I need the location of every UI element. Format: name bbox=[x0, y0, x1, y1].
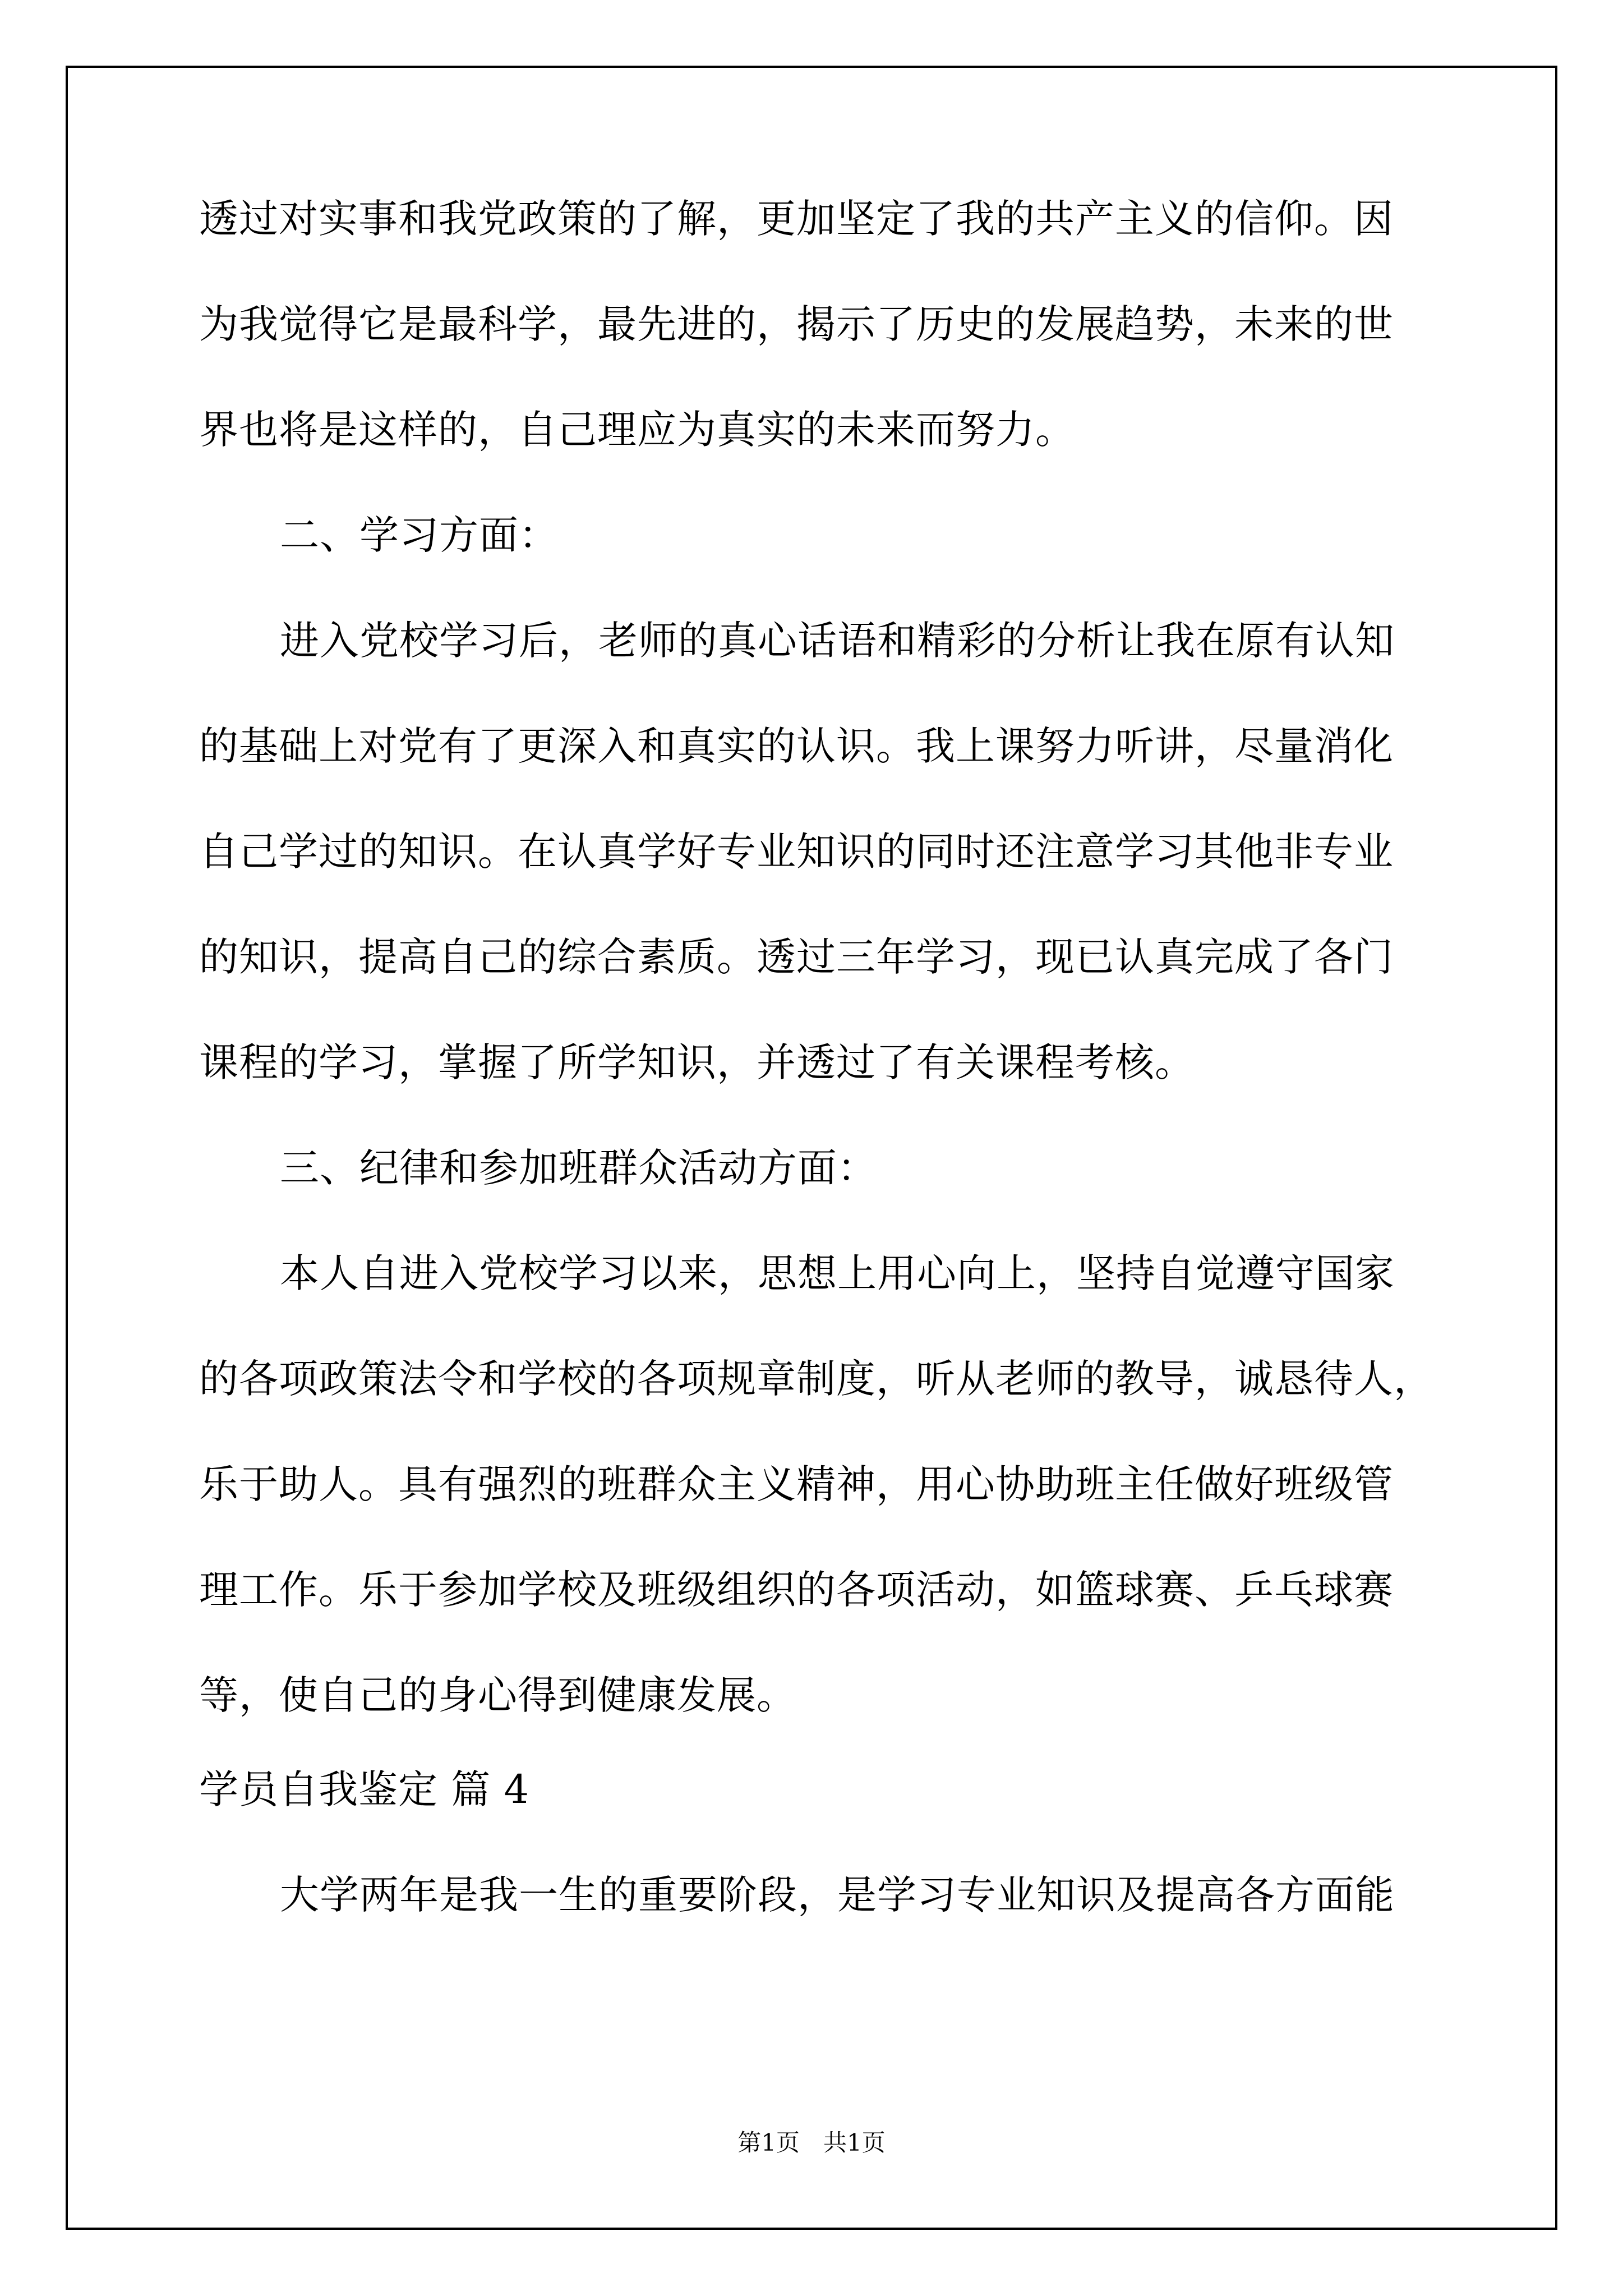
text-line: 课程的学习，掌握了所学知识，并透过了有关课程考核。 bbox=[199, 1039, 1195, 1085]
text-line: 乐于助人。具有强烈的班群众主义精神，用心协助班主任做好班级管 bbox=[199, 1461, 1394, 1507]
text-line: 的各项政策法令和学校的各项规章制度，听从老师的教导，诚恳待人， bbox=[199, 1356, 1433, 1402]
text-line: 透过对实事和我党政策的了解，更加坚定了我的共产主义的信仰。因 bbox=[199, 196, 1394, 242]
article-title: 学员自我鉴定 篇 4 bbox=[199, 1766, 530, 1812]
text-line: 界也将是这样的，自己理应为真实的未来而努力。 bbox=[199, 407, 1075, 453]
text-line: 为我觉得它是最科学，最先进的，揭示了历史的发展趋势，未来的世 bbox=[199, 301, 1394, 347]
text-line: 自己学过的知识。在认真学好专业知识的同时还注意学习其他非专业 bbox=[199, 829, 1394, 875]
text-line: 大学两年是我一生的重要阶段，是学习专业知识及提高各方面能 bbox=[280, 1872, 1395, 1918]
text-line: 理工作。乐于参加学校及班级组织的各项活动，如篮球赛、乒乓球赛 bbox=[199, 1567, 1394, 1613]
text-line: 进入党校学习后，老师的真心话语和精彩的分析让我在原有认知 bbox=[280, 618, 1395, 664]
page-number-footer: 第1页 共1页 bbox=[737, 2129, 886, 2156]
text-line: 本人自进入党校学习以来，思想上用心向上，坚持自觉遵守国家 bbox=[280, 1250, 1395, 1296]
section-heading: 三、纪律和参加班群众活动方面： bbox=[280, 1145, 877, 1191]
text-line: 的基础上对党有了更深入和真实的认识。我上课努力听讲，尽量消化 bbox=[199, 723, 1394, 769]
text-line: 等，使自己的身心得到健康发展。 bbox=[199, 1672, 796, 1718]
section-heading: 二、学习方面： bbox=[280, 512, 559, 558]
text-line: 的知识，提高自己的综合素质。透过三年学习，现已认真完成了各门 bbox=[199, 934, 1394, 980]
